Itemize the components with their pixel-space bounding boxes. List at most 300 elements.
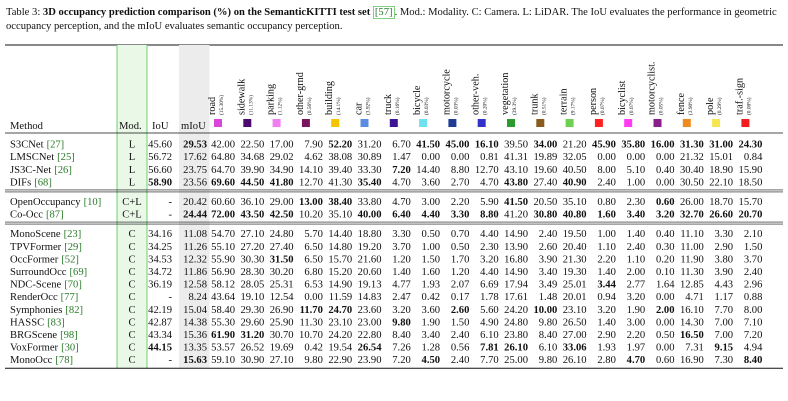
miou-cell: 15.04: [183, 304, 207, 316]
modality-cell: L: [128, 177, 136, 189]
class-iou-cell: 1.20: [392, 254, 411, 266]
class-iou-cell: 69.60: [211, 177, 235, 189]
class-iou-cell: 0.00: [304, 292, 323, 304]
class-iou-cell: 2.40: [450, 330, 470, 341]
class-iou-cell: 2.07: [450, 279, 470, 291]
class-name: trunk: [529, 93, 541, 115]
class-iou-cell: 3.90: [538, 254, 558, 266]
class-iou-cell: 39.40: [328, 164, 353, 176]
class-iou-cell: 16.90: [679, 355, 704, 367]
class-iou-cell: 4.40: [480, 229, 499, 241]
class-iou-cell: 17.94: [504, 279, 528, 291]
class-iou-cell: 6.10: [480, 330, 499, 341]
class-iou-cell: 41.30: [328, 177, 353, 189]
class-iou-cell: 3.40: [421, 330, 441, 341]
class-iou-cell: 0.60: [655, 355, 675, 367]
method-name: [10, 330, 78, 341]
class-color-swatch: [507, 119, 515, 127]
class-iou-cell: 40.80: [562, 209, 587, 221]
class-iou-cell: 11.00: [680, 241, 704, 253]
method-label: OccFormer: [10, 254, 59, 266]
class-iou-cell: 20.40: [562, 241, 587, 253]
class-iou-cell: 30.50: [679, 177, 704, 189]
class-header-othergrnd: [295, 72, 313, 127]
class-iou-cell: 3.40: [626, 209, 646, 221]
class-iou-cell: 16.80: [504, 254, 528, 266]
method-citation[interactable]: [87]: [45, 209, 64, 221]
class-iou-cell: 26.00: [679, 197, 704, 208]
class-iou-cell: 2.30: [626, 197, 646, 208]
miou-cell: 11.26: [183, 241, 207, 253]
iou-cell: -: [168, 209, 172, 221]
class-iou-cell: 35.10: [328, 209, 353, 221]
class-iou-cell: 12.70: [474, 164, 499, 176]
class-header-trunk: [529, 93, 547, 127]
class-iou-cell: 0.00: [421, 152, 441, 164]
class-header-bicycle: [412, 85, 430, 127]
class-iou-cell: 1.47: [392, 152, 411, 164]
class-iou-cell: 15.70: [328, 254, 353, 266]
class-iou-cell: 29.30: [240, 304, 265, 316]
class-iou-cell: 2.77: [626, 279, 646, 291]
class-iou-cell: 8.80: [450, 164, 470, 176]
class-name: truck: [382, 94, 394, 115]
class-iou-cell: 9.80: [304, 355, 323, 367]
class-iou-cell: 12.70: [299, 177, 323, 189]
class-iou-cell: 23.10: [562, 304, 587, 316]
class-iou-cell: 31.50: [269, 254, 294, 266]
class-iou-cell: 41.80: [269, 177, 294, 189]
class-iou-cell: 19.50: [562, 229, 587, 241]
class-iou-cell: 60.60: [211, 197, 235, 208]
class-iou-cell: 7.10: [743, 317, 763, 329]
class-iou-cell: 11.30: [299, 317, 323, 329]
class-iou-cell: 1.48: [538, 292, 558, 304]
class-iou-cell: 7.70: [714, 304, 734, 316]
class-iou-cell: 7.31: [685, 342, 704, 354]
class-iou-cell: 14.90: [328, 279, 353, 291]
class-iou-cell: 7.26: [392, 342, 411, 354]
class-iou-cell: 19.60: [533, 164, 558, 176]
class-iou-cell: 72.00: [211, 209, 235, 221]
method-citation[interactable]: [52]: [61, 254, 79, 266]
modality-cell: C: [128, 304, 136, 316]
class-iou-cell: 26.10: [504, 342, 528, 354]
class-iou-cell: 41.31: [504, 152, 528, 164]
iou-cell: 34.53: [148, 254, 172, 266]
class-iou-cell: 2.20: [450, 197, 470, 208]
class-color-swatch: [214, 119, 222, 127]
class-iou-cell: 29.02: [269, 152, 294, 164]
class-iou-cell: 2.40: [597, 177, 616, 189]
iou-cell: 45.60: [148, 139, 172, 151]
class-iou-cell: 24.80: [504, 317, 528, 329]
class-iou-cell: 25.00: [504, 355, 528, 367]
class-iou-cell: 13.00: [299, 197, 323, 208]
class-iou-cell: 1.40: [392, 267, 411, 278]
class-iou-cell: 21.20: [562, 139, 587, 151]
class-iou-cell: 2.80: [597, 355, 616, 367]
class-iou-cell: 36.10: [240, 197, 265, 208]
method-citation[interactable]: [29]: [64, 241, 82, 253]
class-iou-cell: 8.00: [597, 164, 616, 176]
class-iou-cell: 24.80: [269, 229, 294, 241]
class-iou-cell: 1.40: [626, 229, 646, 241]
class-iou-cell: 0.00: [655, 317, 675, 329]
method-label: MonoOcc: [10, 355, 53, 367]
class-iou-cell: 0.70: [450, 229, 470, 241]
method-citation[interactable]: [10]: [83, 197, 102, 208]
class-iou-cell: 34.68: [240, 152, 265, 164]
class-iou-cell: 3.60: [421, 177, 441, 189]
caption-title: 3D occupancy prediction comparison (%) on the SemanticKITTI test set: [42, 7, 371, 18]
method-citation[interactable]: [69]: [69, 267, 88, 278]
class-percentage: (1.12%): [277, 97, 284, 115]
class-iou-cell: 55.90: [211, 254, 235, 266]
iou-cell: 42.87: [148, 317, 172, 329]
class-iou-cell: 3.30: [450, 209, 470, 221]
class-percentage: (0.20%): [482, 97, 489, 115]
class-iou-cell: 24.70: [328, 304, 353, 316]
class-iou-cell: 19.69: [269, 342, 294, 354]
class-iou-cell: 31.30: [679, 139, 704, 151]
class-iou-cell: 0.30: [655, 241, 675, 253]
class-iou-cell: 40.00: [357, 209, 382, 221]
iou-cell: -: [168, 355, 172, 367]
class-iou-cell: 18.50: [738, 177, 763, 189]
class-iou-cell: 13.90: [504, 241, 528, 253]
method-label: Symphonies: [10, 304, 63, 316]
class-iou-cell: 42.50: [269, 209, 294, 221]
miou-cell: 15.36: [183, 330, 207, 341]
modality-cell: C: [128, 355, 136, 367]
class-iou-cell: 1.40: [597, 317, 616, 329]
method-name: [10, 292, 78, 303]
class-iou-cell: 0.60: [655, 197, 675, 208]
method-label: NDC-Scene: [10, 279, 62, 291]
class-iou-cell: 7.00: [714, 330, 734, 341]
class-iou-cell: 4.70: [392, 177, 411, 189]
class-iou-cell: 10.70: [299, 330, 323, 341]
class-color-swatch: [654, 119, 662, 127]
class-iou-cell: 30.30: [240, 254, 265, 266]
class-iou-cell: 16.00: [650, 139, 675, 151]
miou-cell: 13.35: [183, 342, 207, 354]
class-iou-cell: 1.97: [626, 342, 646, 354]
class-iou-cell: 9.80: [538, 317, 558, 329]
class-color-swatch: [361, 119, 369, 127]
class-iou-cell: 0.94: [597, 292, 616, 304]
class-iou-cell: 1.90: [421, 317, 441, 329]
class-iou-cell: 29.60: [240, 317, 265, 329]
class-iou-cell: 3.60: [421, 304, 441, 316]
class-iou-cell: 45.00: [445, 139, 470, 151]
class-color-swatch: [478, 119, 486, 127]
class-iou-cell: 3.40: [538, 267, 558, 278]
class-iou-cell: 3.44: [597, 279, 616, 291]
class-iou-cell: 41.50: [504, 197, 528, 208]
miou-cell: 23.56: [183, 177, 207, 189]
method-citation[interactable]: [83]: [47, 317, 65, 329]
class-iou-cell: 30.80: [533, 209, 558, 221]
class-iou-cell: 0.50: [421, 229, 441, 241]
class-iou-cell: 4.90: [480, 317, 499, 329]
class-iou-cell: 0.56: [450, 342, 470, 354]
class-iou-cell: 14.40: [416, 164, 441, 176]
method-name: [10, 254, 79, 265]
class-iou-cell: 31.20: [357, 139, 382, 151]
class-iou-cell: 7.30: [714, 355, 734, 367]
class-iou-cell: 20.70: [738, 209, 763, 221]
method-citation[interactable]: [25]: [57, 152, 75, 164]
class-iou-cell: 0.50: [655, 330, 675, 341]
method-label: HASSC: [10, 317, 45, 329]
class-iou-cell: 18.90: [709, 164, 734, 176]
class-iou-cell: 31.00: [709, 139, 734, 151]
class-iou-cell: 53.57: [211, 342, 235, 354]
class-iou-cell: 55.30: [211, 317, 235, 329]
class-iou-cell: 5.60: [480, 304, 499, 316]
class-iou-cell: 43.80: [504, 177, 528, 189]
class-iou-cell: 2.40: [538, 229, 558, 241]
class-iou-cell: 52.20: [328, 139, 353, 151]
class-iou-cell: 24.20: [328, 330, 353, 341]
miou-cell: 15.63: [183, 355, 207, 367]
class-iou-cell: 23.90: [357, 355, 382, 367]
class-iou-cell: 33.80: [357, 197, 382, 208]
class-iou-cell: 2.60: [450, 304, 470, 316]
class-percentage: (0.51%): [541, 97, 548, 115]
class-iou-cell: 2.70: [450, 177, 470, 189]
table-row: [10, 210, 762, 221]
class-iou-cell: 6.70: [392, 139, 411, 151]
class-iou-cell: 4.77: [392, 279, 411, 291]
class-iou-cell: 24.20: [504, 304, 528, 316]
class-header-terrain: [559, 88, 577, 127]
class-iou-cell: 39.90: [240, 164, 265, 176]
table-row: [10, 197, 762, 208]
method-citation[interactable]: [27]: [46, 139, 65, 151]
class-iou-cell: 27.00: [562, 330, 587, 341]
class-iou-cell: 4.70: [626, 355, 646, 367]
class-iou-cell: 19.13: [357, 279, 382, 291]
class-iou-cell: 1.10: [626, 254, 646, 266]
class-iou-cell: 0.00: [450, 152, 470, 164]
class-percentage: (0.03%): [424, 97, 431, 115]
class-iou-cell: 1.50: [421, 254, 441, 266]
class-color-swatch: [331, 119, 339, 127]
modality-cell: C: [128, 279, 136, 291]
class-iou-cell: 1.60: [421, 267, 441, 278]
class-iou-cell: 43.50: [240, 209, 265, 221]
class-iou-cell: 23.00: [357, 317, 382, 329]
caption-cite[interactable]: [57]: [374, 7, 393, 18]
method-citation[interactable]: [77]: [60, 292, 79, 304]
class-iou-cell: 0.00: [655, 342, 675, 354]
class-iou-cell: 3.20: [597, 304, 616, 316]
class-iou-cell: 64.80: [211, 152, 235, 164]
miou-cell: 14.38: [183, 317, 207, 329]
class-name: building: [324, 81, 336, 115]
class-iou-cell: 0.00: [655, 152, 675, 164]
class-iou-cell: 3.49: [538, 279, 558, 291]
class-iou-cell: 2.10: [743, 229, 763, 241]
class-percentage: (14.1%): [336, 97, 343, 115]
class-iou-cell: 30.90: [240, 355, 265, 367]
class-iou-cell: 28.30: [240, 267, 265, 278]
class-iou-cell: 11.70: [299, 304, 323, 316]
class-percentage: (11.13%): [248, 94, 255, 115]
class-color-swatch: [712, 119, 720, 127]
iou-cell: 34.16: [148, 229, 172, 241]
class-iou-cell: 2.90: [597, 330, 616, 341]
class-percentage: (0.16%): [394, 97, 401, 115]
class-iou-cell: 33.06: [562, 342, 587, 354]
iou-cell: -: [168, 197, 172, 208]
class-iou-cell: 3.20: [626, 292, 646, 304]
method-citation[interactable]: [70]: [64, 279, 82, 291]
class-percentage: (0.08%): [746, 97, 753, 115]
header-miou: mIoU: [181, 121, 206, 132]
class-iou-cell: 41.50: [416, 139, 441, 151]
class-header-road: [207, 95, 225, 127]
class-iou-cell: 0.00: [626, 152, 646, 164]
class-iou-cell: 2.40: [743, 267, 763, 278]
class-iou-cell: 61.90: [211, 330, 235, 341]
method-name: [10, 177, 52, 188]
method-citation[interactable]: [68]: [34, 177, 52, 189]
method-name: [10, 165, 72, 176]
class-color-swatch: [302, 119, 310, 127]
class-iou-cell: 20.01: [562, 292, 587, 304]
class-iou-cell: 19.20: [357, 241, 382, 253]
class-iou-cell: 21.30: [562, 254, 587, 266]
class-color-swatch: [243, 119, 251, 127]
class-percentage: (39.3%): [512, 97, 518, 115]
miou-cell: 8.24: [188, 292, 207, 304]
class-header-bicyclist: [617, 80, 635, 127]
class-header-vegetation: [500, 73, 518, 127]
modality-cell: C: [128, 342, 136, 354]
class-iou-cell: 6.50: [304, 241, 323, 253]
class-iou-cell: 1.64: [655, 279, 675, 291]
class-iou-cell: 9.80: [392, 317, 411, 329]
class-iou-cell: 38.40: [328, 197, 353, 208]
class-iou-cell: 0.42: [304, 342, 323, 354]
class-iou-cell: 23.80: [504, 330, 528, 341]
class-iou-cell: 25.90: [269, 317, 294, 329]
class-iou-cell: 27.20: [240, 241, 265, 253]
class-iou-cell: 27.10: [240, 229, 265, 241]
class-percentage: (0.03%): [453, 97, 460, 115]
method-name: [10, 229, 81, 240]
class-iou-cell: 1.93: [597, 342, 616, 354]
method-name: [10, 280, 82, 291]
class-iou-cell: 41.20: [504, 209, 528, 221]
class-iou-cell: 17.61: [504, 292, 528, 304]
class-iou-cell: 0.40: [655, 229, 675, 241]
class-name: bicycle: [412, 85, 424, 115]
modality-cell: C: [128, 267, 136, 278]
class-percentage: (0.29%): [717, 97, 724, 115]
class-iou-cell: 54.70: [211, 229, 235, 241]
class-iou-cell: 2.60: [538, 241, 558, 253]
class-iou-cell: 6.80: [304, 267, 323, 278]
class-iou-cell: 3.30: [392, 229, 411, 241]
class-iou-cell: 3.20: [655, 209, 675, 221]
class-iou-cell: 2.40: [626, 241, 646, 253]
miou-cell: 20.42: [183, 197, 207, 208]
class-iou-cell: 58.12: [211, 279, 235, 291]
miou-cell: 11.08: [183, 229, 207, 241]
class-header-parking: [266, 84, 284, 127]
modality-cell: C: [128, 254, 136, 266]
class-iou-cell: 21.32: [679, 152, 704, 164]
modality-cell: L: [128, 152, 136, 164]
class-iou-cell: 30.40: [679, 164, 704, 176]
modality-cell: C: [128, 241, 136, 253]
method-citation[interactable]: [30]: [61, 342, 79, 354]
method-citation[interactable]: [23]: [63, 229, 82, 241]
class-iou-cell: 19.30: [562, 267, 587, 278]
class-name: parking: [265, 83, 277, 115]
class-iou-cell: 22.10: [709, 177, 734, 189]
class-name: motorcyclist.: [646, 61, 658, 115]
class-color-swatch: [595, 119, 603, 127]
class-iou-cell: 17.00: [269, 139, 294, 151]
class-percentage: (0.05%): [658, 97, 665, 115]
class-iou-cell: 10.00: [533, 304, 558, 316]
miou-cell: 12.58: [183, 279, 207, 291]
method-citation[interactable]: [26]: [54, 164, 72, 176]
class-iou-cell: 19.54: [328, 342, 353, 354]
class-iou-cell: 4.40: [421, 209, 441, 221]
class-iou-cell: 6.50: [304, 254, 323, 266]
method-citation[interactable]: [82]: [65, 304, 84, 316]
class-header-pole: [705, 97, 723, 127]
class-percentage: (0.07%): [629, 97, 636, 115]
class-iou-cell: 3.00: [626, 317, 646, 329]
class-iou-cell: 14.30: [679, 317, 704, 329]
class-iou-cell: 14.90: [504, 267, 528, 278]
class-iou-cell: 1.78: [480, 292, 499, 304]
class-iou-cell: 3.80: [714, 254, 734, 266]
class-iou-cell: 28.05: [240, 279, 265, 291]
class-iou-cell: 40.50: [562, 164, 587, 176]
class-percentage: (3.92%): [365, 97, 372, 115]
class-iou-cell: 58.40: [211, 304, 235, 316]
class-iou-cell: 31.20: [240, 330, 265, 341]
class-name: terrain: [558, 88, 570, 115]
class-iou-cell: 7.70: [480, 355, 499, 367]
class-color-swatch: [419, 119, 427, 127]
class-iou-cell: 0.81: [480, 152, 499, 164]
class-iou-cell: 22.90: [328, 355, 353, 367]
modality-cell: C: [128, 292, 136, 304]
method-citation[interactable]: [98]: [60, 330, 78, 341]
header-method: Method: [10, 121, 43, 132]
class-percentage: (9.17%): [570, 97, 577, 115]
class-percentage: (0.07%): [599, 97, 606, 115]
class-iou-cell: 30.20: [269, 267, 294, 278]
iou-cell: 56.60: [148, 164, 172, 176]
method-citation[interactable]: [78]: [55, 355, 74, 367]
class-iou-cell: 32.05: [562, 152, 587, 164]
class-color-swatch: [683, 119, 691, 127]
class-iou-cell: 7.90: [304, 139, 323, 151]
class-iou-cell: 7.00: [714, 317, 734, 329]
class-name: bicyclist: [617, 80, 629, 115]
